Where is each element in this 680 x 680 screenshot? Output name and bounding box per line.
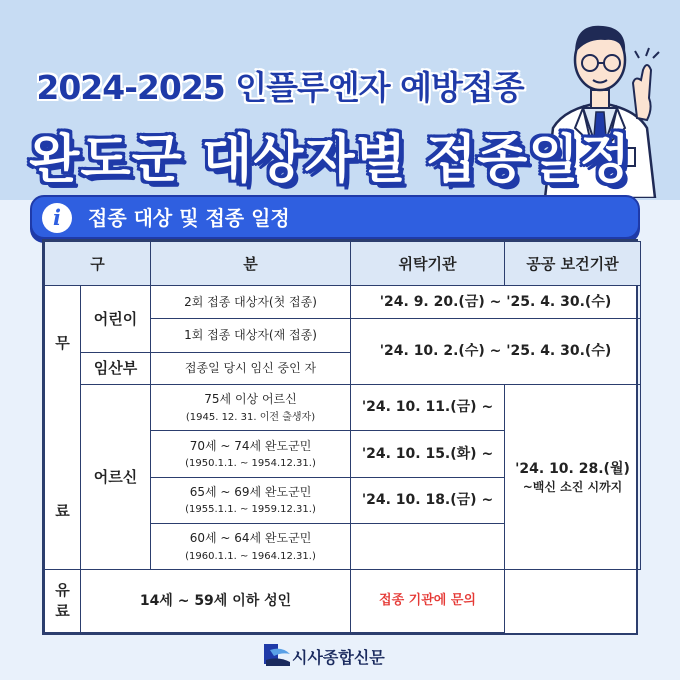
paid-label: 유 료 — [45, 570, 81, 633]
row-child-2dose: 2회 접종 대상자(첫 접종) — [151, 286, 351, 318]
group-pregnant: 임산부 — [81, 352, 151, 384]
header-gu: 구 — [45, 242, 151, 286]
free-label: 무 료 — [45, 286, 81, 570]
date-paid: 접종 기관에 문의 — [351, 570, 505, 633]
title-line-1: 2024-2025 인플루엔자 예방접종 — [36, 68, 524, 107]
row-paid: 14세 ~ 59세 이하 성인 — [81, 570, 351, 633]
header-public: 공공 보건기관 — [505, 242, 641, 286]
info-icon: i — [42, 203, 72, 233]
table-row — [45, 570, 641, 633]
row-elder-75: 75세 이상 어르신 (1945. 12. 31. 이전 출생자) — [151, 385, 351, 431]
schedule-table — [42, 239, 638, 635]
date-child-1dose-pregnant: '24. 10. 2.(수) ~ '25. 4. 30.(수) — [351, 318, 641, 384]
header-agency: 위탁기관 — [351, 242, 505, 286]
date-elder-75: '24. 10. 11.(금) ~ — [351, 385, 505, 431]
title-line-2: 완도군 대상자별 접종일정 — [29, 130, 631, 190]
row-child-1dose: 1회 접종 대상자(재 접종) — [151, 318, 351, 352]
row-pregnant: 접종일 당시 임신 중인 자 — [151, 352, 351, 384]
logo-text: 시사종합신문 — [292, 648, 385, 667]
header-bun: 분 — [151, 242, 351, 286]
banner-text: 접종 대상 및 접종 일정 — [88, 206, 290, 230]
table-row — [45, 385, 641, 431]
date-elder-70: '24. 10. 15.(화) ~ — [351, 431, 505, 477]
table-row — [45, 286, 641, 318]
table-header-row — [45, 242, 641, 286]
logo-icon — [262, 640, 292, 668]
newspaper-logo — [262, 640, 422, 670]
group-child: 어린이 — [81, 286, 151, 352]
row-elder-65: 65세 ~ 69세 완도군민 (1955.1.1. ~ 1959.12.31.) — [151, 477, 351, 523]
date-elder-65: '24. 10. 18.(금) ~ — [351, 477, 505, 523]
public-elder-date: '24. 10. 28.(월) ~백신 소진 시까지 — [505, 385, 641, 570]
date-child-2dose: '24. 9. 20.(금) ~ '25. 4. 30.(수) — [351, 286, 641, 318]
section-banner — [30, 195, 640, 239]
date-elder-60-empty — [351, 524, 505, 570]
group-elder: 어르신 — [81, 385, 151, 570]
row-elder-60: 60세 ~ 64세 완도군민 (1960.1.1. ~ 1964.12.31.) — [151, 524, 351, 570]
row-elder-70: 70세 ~ 74세 완도군민 (1950.1.1. ~ 1954.12.31.) — [151, 431, 351, 477]
